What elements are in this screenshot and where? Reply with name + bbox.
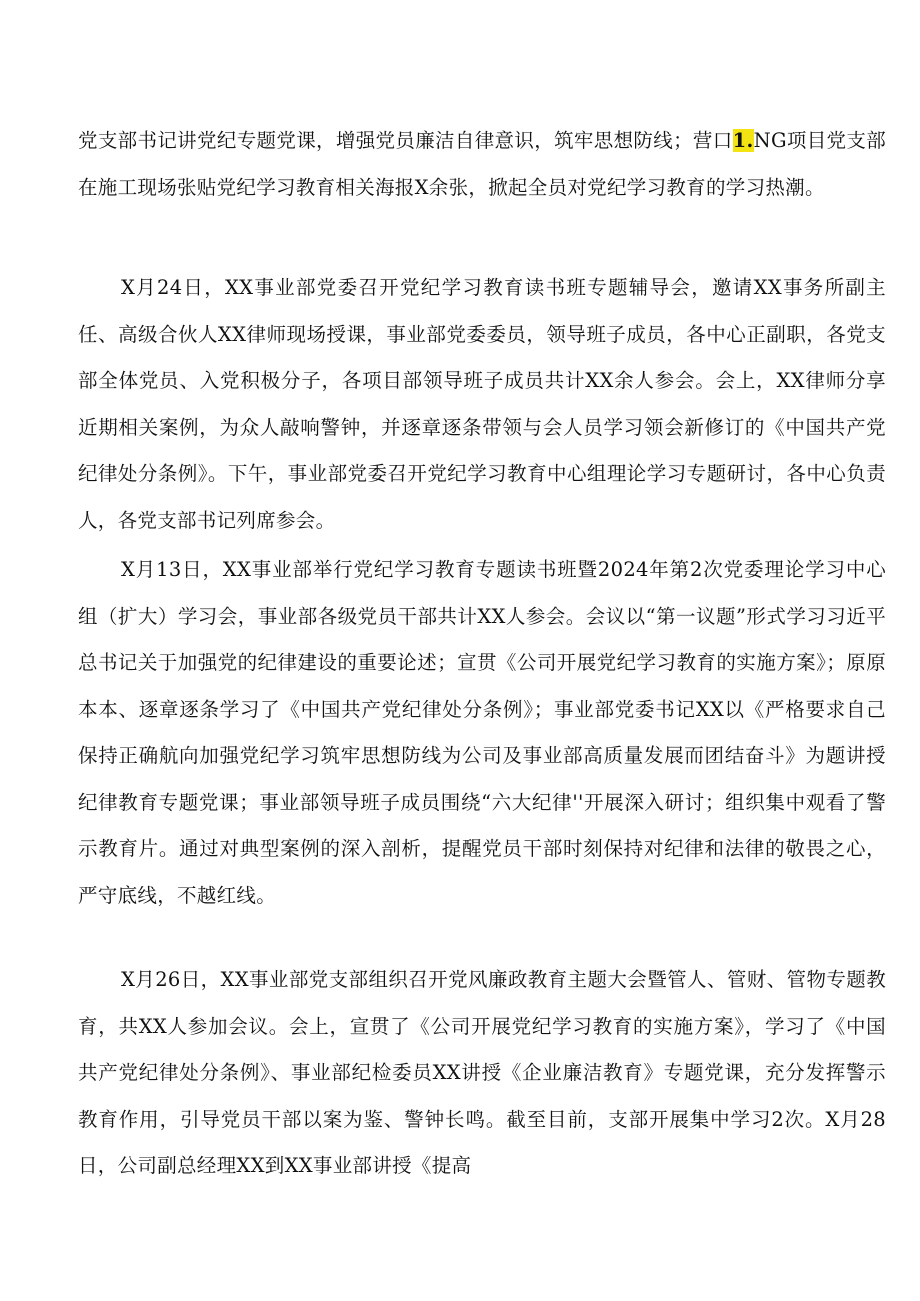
paragraph-2: X月24日，XX事业部党委召开党纪学习教育读书班专题辅导会，邀请XX事务所副主任、高级合伙人XX律师现场授课，事业部党委委员，领导班子成员，各中心正副职，各党支部全体党员、入党积极分子，各项目部领导班子成员共计XX余人参会。会上，XX律师分享近期相关案例，为众人敲响警钟，并逐章逐条带领与会人员学习领会新修订的《中国共产党纪律处分条例》。下午，事业部党委召开党纪学习教育中心组理论学习专题研讨，各中心负责人，各党支部书记列席参会。 [78, 276, 886, 532]
highlighted-text: 1. [732, 129, 754, 152]
paragraph-1-text: 党支部书记讲党纪专题党课，增强党员廉洁自律意识，筑牢思想防线；营口 [78, 129, 733, 152]
paragraph-1 [78, 118, 886, 211]
paragraph-1-text-cont: NG项目党支部在施工现场张贴党纪学习教育相关海报X余张，掀起全员对党纪学习教育的学习热潮。 [78, 129, 886, 199]
paragraph-4: X月26日，XX事业部党支部组织召开党风廉政教育主题大会暨管人、管财、管物专题教育，共XX人参加会议。会上，宣贯了《公司开展党纪学习教育的实施方案》，学习了《中国共产党纪律处分条例》、事业部纪检委员XX讲授《企业廉洁教育》专题党课，充分发挥警示教育作用，引导党员干部以案为鉴、警钟长鸣。截至目前，支部开展集中学习2次。X月28日，公司副总经理XX到XX事业部讲授《提高 [78, 968, 886, 1177]
paragraph-3: X月13日，XX事业部举行党纪学习教育专题读书班暨2024年第2次党委理论学习中心组（扩大）学习会，事业部各级党员干部共计XX人参会。会议以“第一议题”形式学习习近平总书记关于加强党的纪律建设的重要论述；宣贯《公司开展党纪学习教育的实施方案》；原原本本、逐章逐条学习了《中国共产党纪律处分条例》；事业部党委书记XX以《严格要求自己保持正确航向加强党纪学习筑牢思想防线为公司及事业部高质量发展而团结奋斗》为题讲授纪律教育专题党课；事业部领导班子成员围绕“六大纪律''开展深入研讨；组织集中观看了警示教育片。通过对典型案例的深入剖析，提醒党员干部时刻保持对纪律和法律的敬畏之心，严守底线，不越红线。 [78, 558, 886, 907]
